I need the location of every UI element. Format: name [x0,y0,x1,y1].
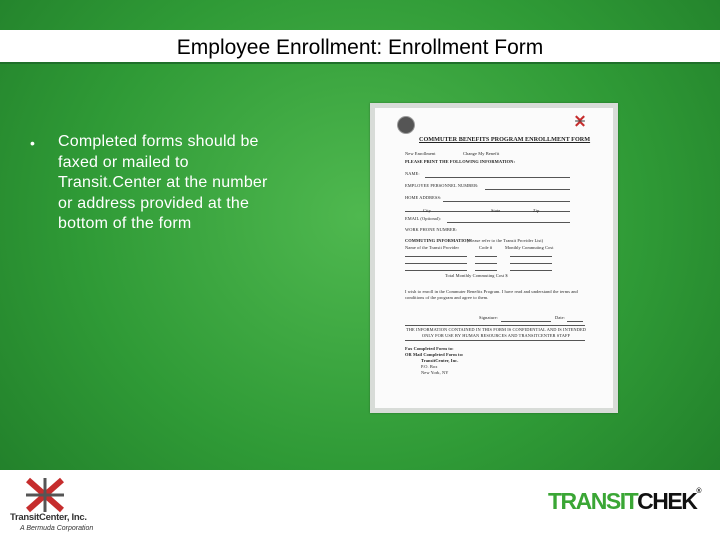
form-email-label: EMAIL (Optional): [405,216,442,221]
slide-title: Employee Enrollment: Enrollment Form [176,36,544,59]
form-footer-line-2: OR Mail Completed Form to: [405,352,464,357]
form-option-change: Change My Benefit [463,151,500,156]
form-commuting-label: COMMUTING INFORMATION: [405,238,472,243]
form-commuting-note: (Please refer to the Transit Provider List) [467,238,544,243]
transitchek-logo [548,488,702,515]
form-signature-label: Signature: [479,315,499,320]
form-col-code: Code # [479,245,493,250]
brand-registered-mark: ® [696,488,702,495]
bullet-text: Completed forms should be faxed or mailed to Transit.Center at the number or address provided at the bottom of the form [58,133,268,232]
brand-black-text: CHEK [637,488,697,514]
transitcenter-logo-icon [24,476,66,514]
company-name: TransitCenter, Inc. [10,512,87,523]
form-footer-line-4: P.O. Box [421,364,438,369]
enrollment-form-image [375,108,613,408]
form-phone-label: WORK PHONE NUMBER: [405,227,458,232]
form-sub-city: City [423,208,431,213]
form-date-label: Date: [555,315,566,320]
form-col-provider: Name of the Transit Provider [405,245,460,250]
form-field-name: NAME: [405,171,420,176]
transitcenter-logo-icon [573,114,587,128]
form-sub-state: State [491,208,501,213]
form-consent-text: I wish to enroll in the Commuter Benefits Program. I have read and understand the terms and conditions of the program and agree to them. [405,289,578,300]
form-sub-zip: Zip [533,208,540,213]
form-col-cost: Monthly Commuting Cost [505,245,554,250]
form-field-personnel: EMPLOYEE PERSONNEL NUMBER: [405,183,479,188]
form-heading: COMMUTER BENEFITS PROGRAM ENROLLMENT FORM [419,136,591,143]
form-total-label: Total Monthly Commuting Cost $ [445,273,508,278]
form-instruction: PLEASE PRINT THE FOLLOWING INFORMATION: [405,159,516,164]
brand-green-text: TRANSIT [548,488,638,514]
bullet-marker: • [30,135,35,151]
company-subtitle: A Bermuda Corporation [20,525,94,532]
seal-icon [397,116,415,134]
form-confidential-text: THE INFORMATION CONTAINED IN THIS FORM IS CONFIDENTIAL AND IS INTENDED ONLY FOR USE BY HUMAN RESOURCES AND TRANSITCENTER STAFF [405,327,587,338]
form-footer-line-1: Fax Completed Form to: [405,346,454,351]
form-footer-line-5: New York, NY [421,370,449,375]
form-field-address: HOME ADDRESS: [405,195,442,200]
form-footer-line-3: TransitCenter, Inc. [421,358,459,363]
form-option-new: New Enrollment [405,151,436,156]
